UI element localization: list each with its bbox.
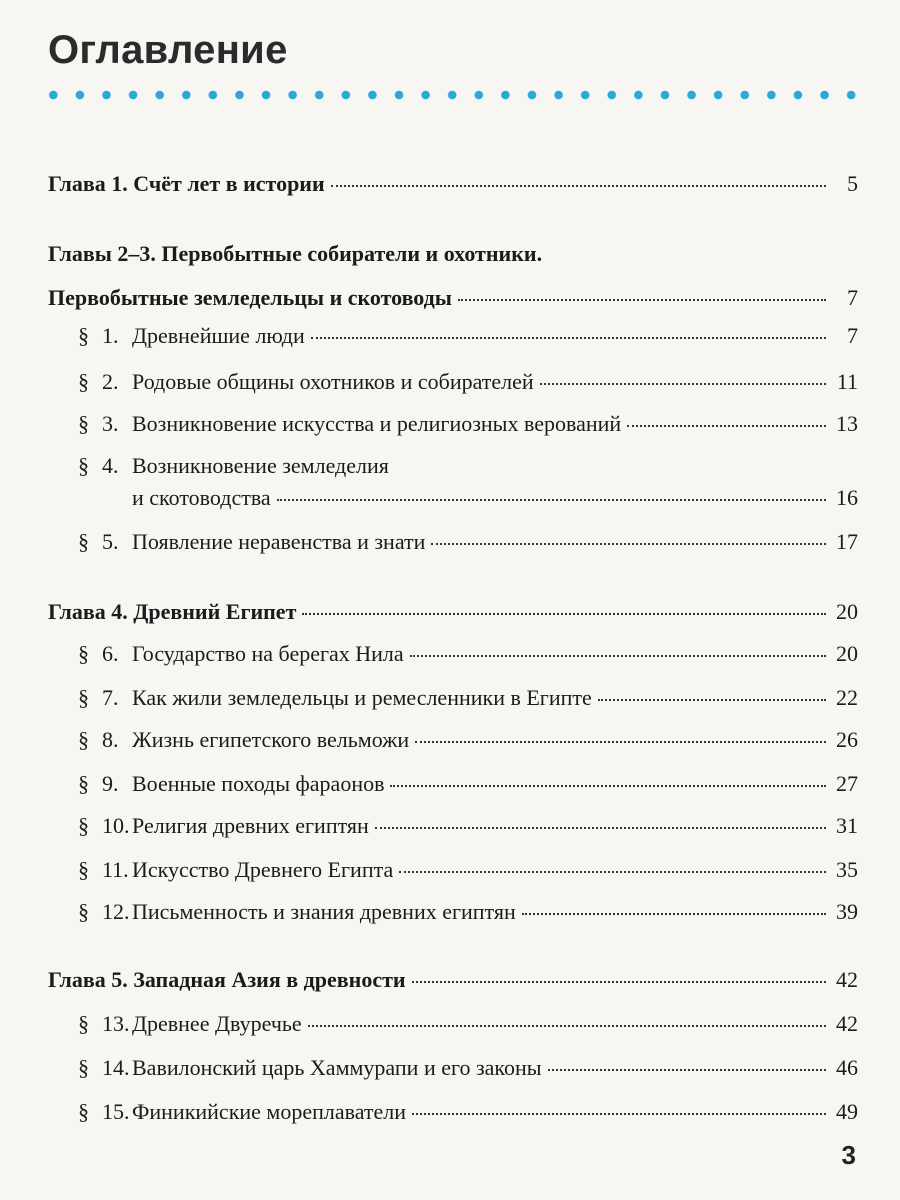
entry-page: 13 xyxy=(836,411,858,436)
toc-section xyxy=(78,812,858,840)
entry-page: 11 xyxy=(836,369,858,394)
entry-label: Государство на берегах Нила xyxy=(132,641,404,666)
toc-section xyxy=(78,640,858,668)
section-symbol: § xyxy=(78,1099,89,1124)
toc-section xyxy=(78,684,858,712)
dot-leader xyxy=(412,1113,826,1115)
section-number: 4. xyxy=(102,453,119,478)
entry-label: Появление неравенства и знати xyxy=(132,529,426,554)
entry-page: 7 xyxy=(847,323,858,348)
page-number: 3 xyxy=(841,1140,856,1170)
dot-leader xyxy=(522,913,826,915)
dot-leader xyxy=(458,299,826,301)
dot-leader xyxy=(331,185,826,187)
entry-label: Вавилонский царь Хаммурапи и его законы xyxy=(132,1055,542,1080)
toc-section xyxy=(78,322,858,350)
entry-page: 35 xyxy=(836,857,858,882)
section-symbol: § xyxy=(78,857,89,882)
entry-label: Древнейшие люди xyxy=(132,323,305,348)
section-number: 2. xyxy=(102,369,119,394)
section-number: 11. xyxy=(102,857,129,882)
section-number: 15. xyxy=(102,1099,130,1124)
toc-section xyxy=(78,856,858,884)
section-number: 9. xyxy=(102,771,119,796)
toc-chapter xyxy=(48,966,858,994)
dot-leader xyxy=(390,785,826,787)
entry-page: 46 xyxy=(836,1055,858,1080)
toc-chapter xyxy=(48,284,858,312)
section-symbol: § xyxy=(78,727,89,752)
entry-page: 26 xyxy=(836,727,858,752)
dot-leader xyxy=(410,655,826,657)
section-number: 14. xyxy=(102,1055,130,1080)
entry-label: Родовые общины охотников и собирателей xyxy=(132,369,534,394)
entry-label: Глава 5. Западная Азия в древности xyxy=(48,967,406,992)
section-symbol: § xyxy=(78,1055,89,1080)
section-symbol: § xyxy=(78,411,89,436)
dot-leader xyxy=(598,699,826,701)
toc-section xyxy=(78,1054,858,1082)
entry-label: Военные походы фараонов xyxy=(132,771,385,796)
section-number: 1. xyxy=(102,323,119,348)
section-symbol: § xyxy=(78,685,89,710)
section-number: 13. xyxy=(102,1011,130,1036)
dot-leader xyxy=(415,741,826,743)
section-number: 6. xyxy=(102,641,119,666)
toc-section xyxy=(78,1010,858,1038)
section-number: 10. xyxy=(102,813,130,838)
section-symbol: § xyxy=(78,369,89,394)
page-title: Оглавление xyxy=(48,28,288,72)
entry-label: Письменность и знания древних египтян xyxy=(132,899,516,924)
toc-chapter xyxy=(48,170,858,198)
entry-page: 31 xyxy=(836,813,858,838)
entry-page: 5 xyxy=(847,171,858,196)
dot-leader xyxy=(308,1025,826,1027)
entry-label: Глава 4. Древний Египет xyxy=(48,599,297,624)
entry-label: Религия древних египтян xyxy=(132,813,369,838)
entry-page: 27 xyxy=(836,771,858,796)
dot-leader xyxy=(540,383,826,385)
toc-section xyxy=(78,726,858,754)
toc-section xyxy=(78,410,858,438)
entry-label: Глава 1. Счёт лет в истории xyxy=(48,171,325,196)
entry-label: Как жили земледельцы и ремесленники в Египте xyxy=(132,685,592,710)
entry-label: Древнее Двуречье xyxy=(132,1011,302,1036)
entry-label: Первобытные земледельцы и скотоводы xyxy=(48,285,452,310)
entry-page: 20 xyxy=(836,599,858,624)
toc-chapter xyxy=(48,598,858,626)
entry-label: Возникновение искусства и религиозных верований xyxy=(132,411,622,436)
dot-leader xyxy=(277,499,826,501)
dot-leader xyxy=(375,827,826,829)
entry-page: 42 xyxy=(836,967,858,992)
dot-leader xyxy=(548,1069,826,1071)
section-symbol: § xyxy=(78,529,89,554)
entry-page: 22 xyxy=(836,685,858,710)
dot-leader xyxy=(311,337,826,339)
section-symbol: § xyxy=(78,323,89,348)
section-number: 3. xyxy=(102,411,119,436)
entry-page: 42 xyxy=(836,1011,858,1036)
section-number: 8. xyxy=(102,727,119,752)
entry-label: и скотоводства xyxy=(132,485,271,510)
entry-page: 20 xyxy=(836,641,858,666)
entry-page: 16 xyxy=(836,485,858,510)
section-number: 12. xyxy=(102,899,130,924)
toc-section xyxy=(78,452,858,480)
toc-section xyxy=(78,770,858,798)
toc-section xyxy=(78,898,858,926)
entry-page: 7 xyxy=(847,285,858,310)
dot-leader xyxy=(627,425,826,427)
section-symbol: § xyxy=(78,813,89,838)
toc-section xyxy=(78,1098,858,1126)
toc-section xyxy=(78,528,858,556)
entry-page: 17 xyxy=(836,529,858,554)
entry-label: Возникновение земледелия xyxy=(132,453,389,478)
entry-label: Жизнь египетского вельможи xyxy=(132,727,410,752)
toc-section-continuation xyxy=(132,484,858,512)
entry-label: Искусство Древнего Египта xyxy=(132,857,394,882)
dot-leader xyxy=(412,981,826,983)
dot-leader xyxy=(302,613,826,615)
toc-section xyxy=(78,368,858,396)
section-symbol: § xyxy=(78,641,89,666)
section-symbol: § xyxy=(78,899,89,924)
section-symbol: § xyxy=(78,453,89,478)
section-symbol: § xyxy=(78,1011,89,1036)
entry-label: Финикийские мореплаватели xyxy=(132,1099,407,1124)
section-symbol: § xyxy=(78,771,89,796)
entry-page: 49 xyxy=(836,1099,858,1124)
dot-leader xyxy=(431,543,826,545)
entry-label: Главы 2–3. Первобытные собиратели и охотники. xyxy=(48,241,543,266)
dot-leader xyxy=(399,871,826,873)
section-number: 7. xyxy=(102,685,119,710)
section-number: 5. xyxy=(102,529,119,554)
entry-page: 39 xyxy=(836,899,858,924)
toc-chapter xyxy=(48,240,542,268)
